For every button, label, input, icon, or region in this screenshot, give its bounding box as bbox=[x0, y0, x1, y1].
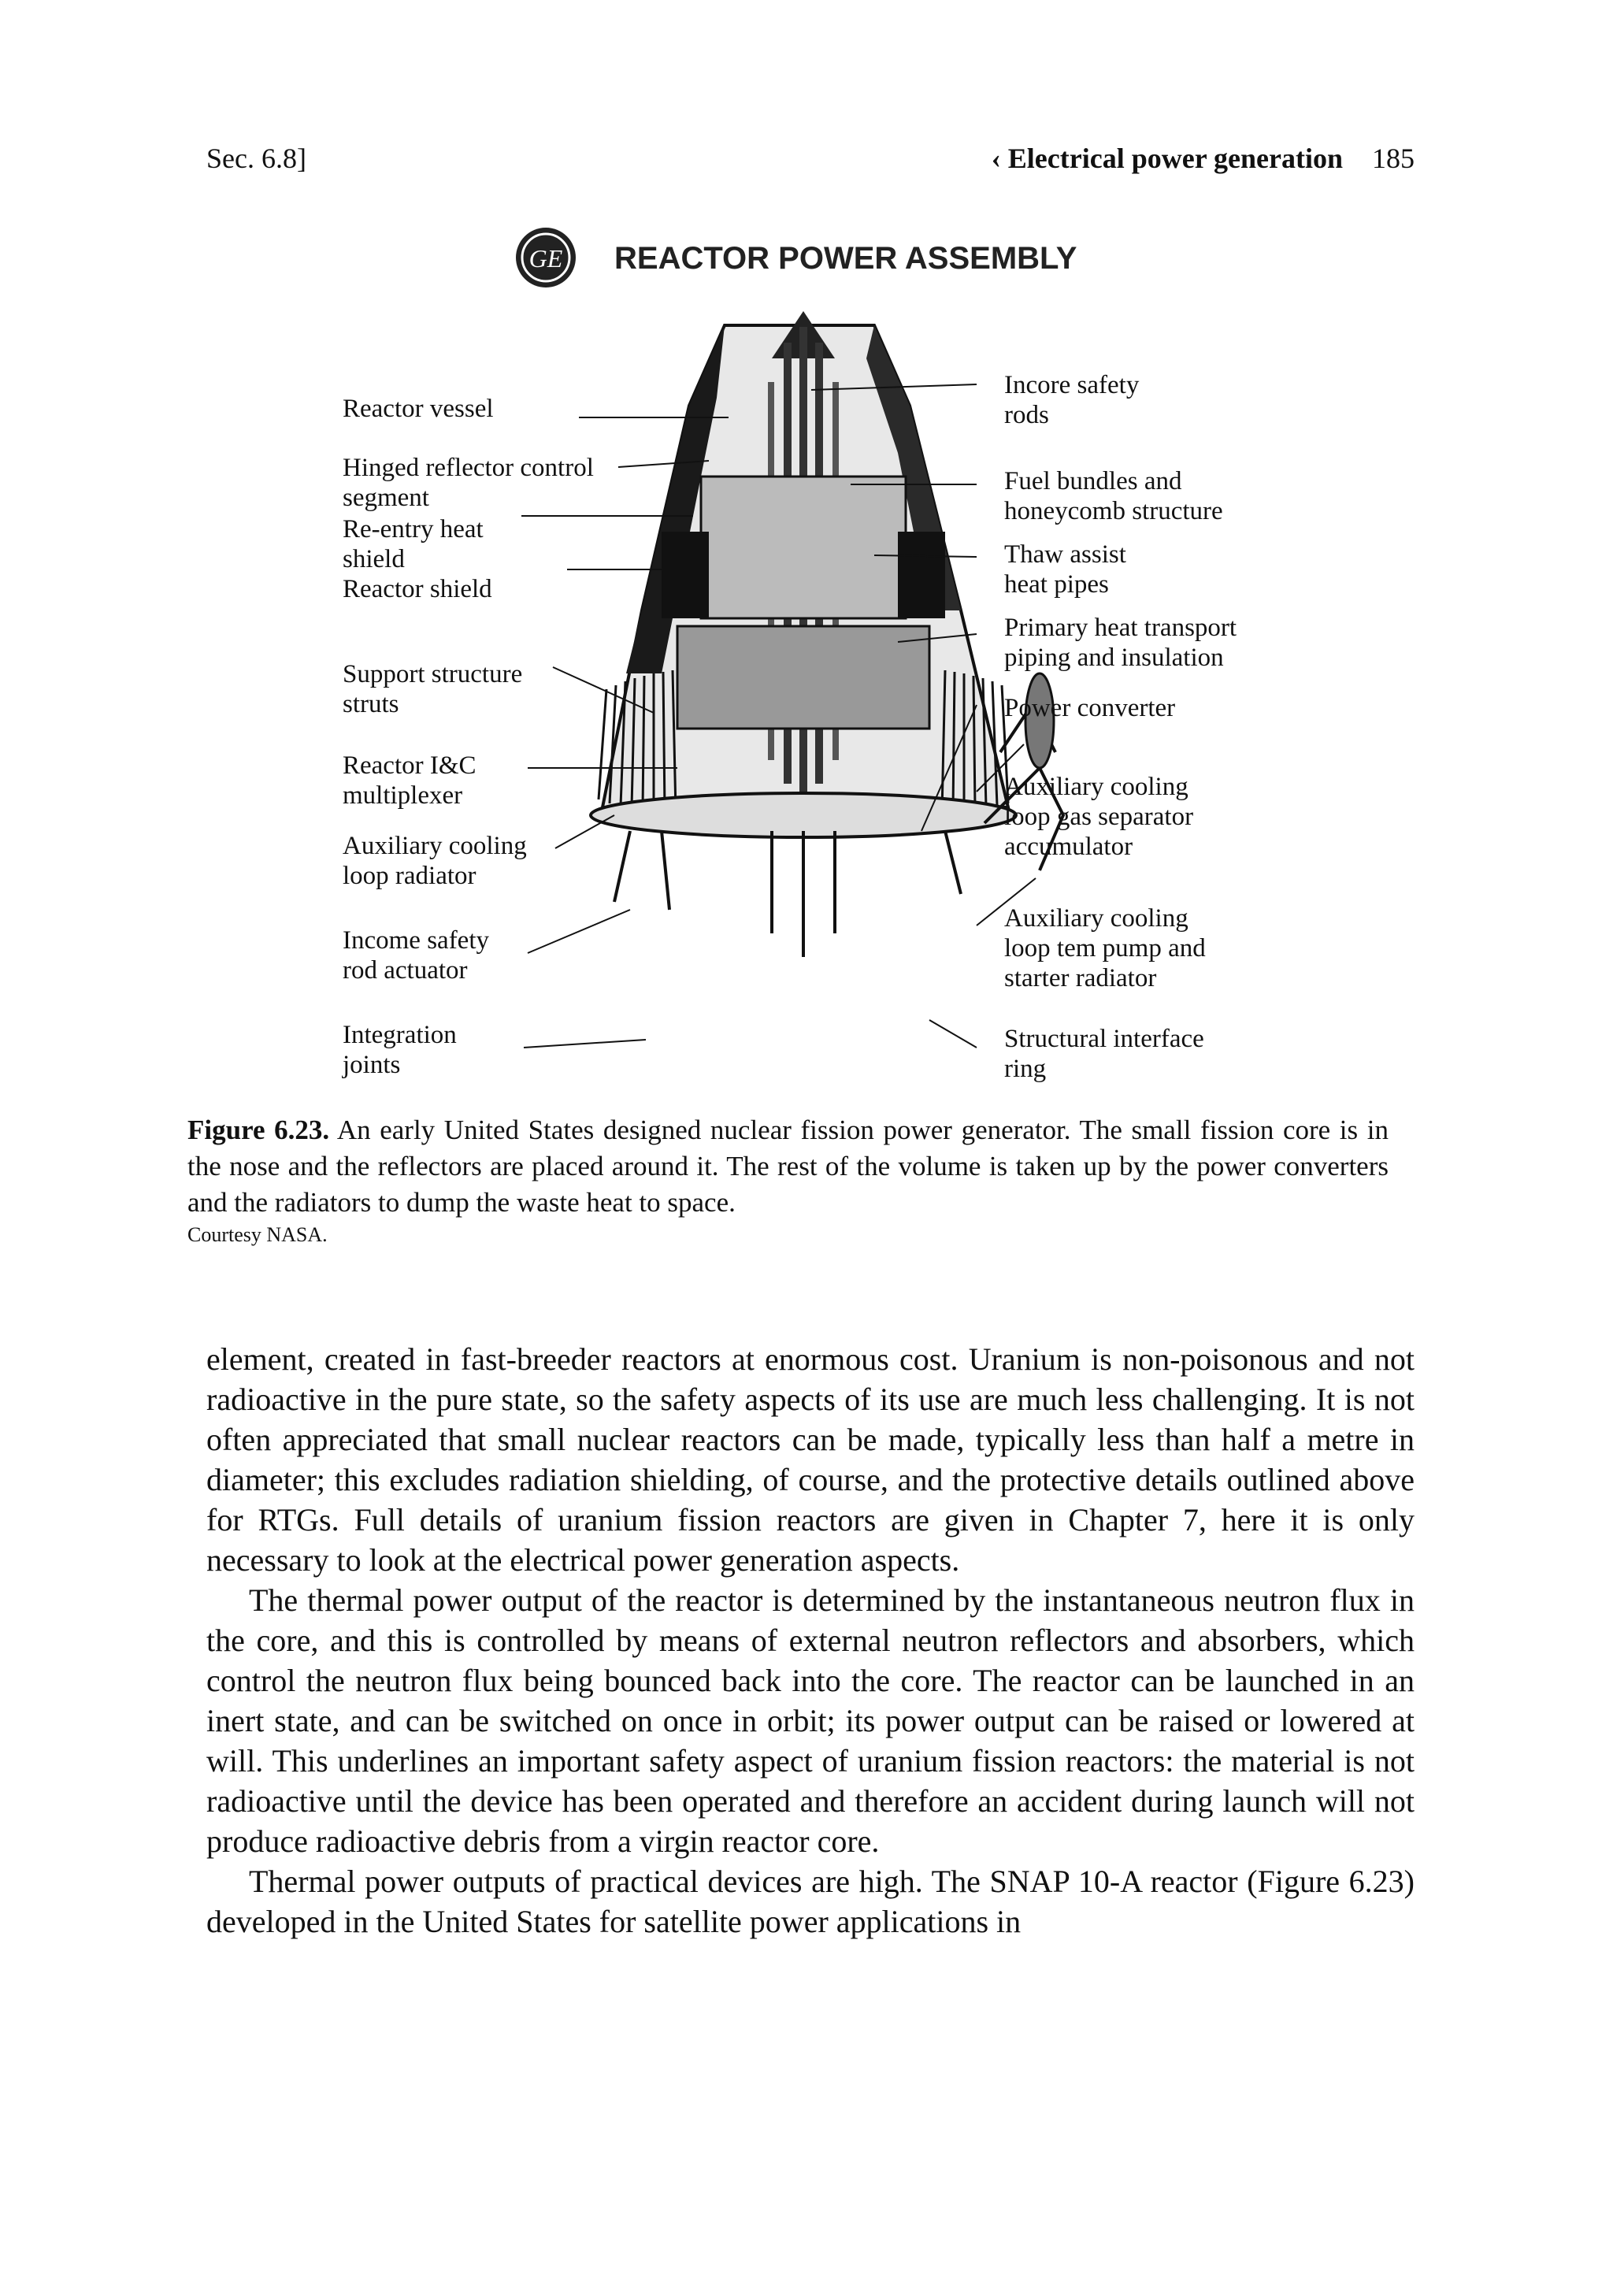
caption-credit: Courtesy NASA. bbox=[187, 1223, 328, 1246]
ge-logo bbox=[516, 228, 576, 287]
label-structural-interface-ring: Structural interface ring bbox=[1004, 1025, 1204, 1083]
label-aux-cooling-pump: Auxiliary cooling loop tem pump and starter radiator bbox=[1004, 904, 1206, 992]
label-incore-safety-rods: Incore safety rods bbox=[1004, 371, 1140, 429]
label-reactor-vessel: Reactor vessel bbox=[343, 395, 494, 423]
caption-label: Figure 6.23. bbox=[187, 1115, 330, 1145]
paragraph: element, created in fast-breeder reactors at enormous cost. Uranium is non-poisonous and not radioactive in the pure state, so the safety aspects of its use are much less challenging. It is not often appreciated that small nuclear reactors can be made, typically less than half a metre in diameter; this excludes radiation shielding, of course, and the protective details outlined above for RTGs. Full details of uranium fission reactors are given in Chapter 7, here it is only necessary to look at the electrical power generation aspects. bbox=[206, 1341, 1415, 1578]
label-support-structure: Support structure struts bbox=[343, 660, 523, 718]
label-reactor-ic-multiplexer: Reactor I&C multiplexer bbox=[343, 751, 476, 810]
reactor-cone bbox=[591, 311, 1063, 957]
page-number: 185 bbox=[1372, 143, 1415, 174]
label-hinged-reflector: Hinged reflector control segment bbox=[343, 454, 594, 512]
label-fuel-bundles: Fuel bundles and honeycomb structure bbox=[1004, 467, 1223, 525]
label-income-safety-rod: Income safety rod actuator bbox=[343, 926, 489, 985]
label-aux-cooling-accumulator: Auxiliary cooling loop gas separator accumulator bbox=[1004, 773, 1194, 861]
label-reentry-heat-shield: Re-entry heat shield bbox=[343, 515, 484, 573]
label-aux-cooling-radiator: Auxiliary cooling loop radiator bbox=[343, 832, 527, 890]
running-head-mark: ‹ bbox=[991, 143, 1001, 174]
body-text bbox=[206, 1339, 1415, 1942]
reactor-figure bbox=[331, 201, 1292, 1083]
figure-caption bbox=[187, 1112, 1389, 1221]
figure-title: REACTOR POWER ASSEMBLY bbox=[614, 241, 1077, 276]
label-primary-heat-transport: Primary heat transport piping and insulation bbox=[1004, 614, 1237, 672]
label-reactor-shield: Reactor shield bbox=[343, 575, 492, 603]
caption-text: An early United States designed nuclear fission power generator. The small fission core is in the nose and the reflectors are placed around it. The rest of the volume is taken up by the power converters and the radiators to dump the waste heat to space. bbox=[187, 1115, 1389, 1218]
ge-logo-text: GE bbox=[528, 244, 563, 273]
label-power-converter: Power converter bbox=[1004, 694, 1176, 722]
label-thaw-assist: Thaw assist heat pipes bbox=[1004, 540, 1126, 599]
label-integration-joints: Integration joints bbox=[343, 1021, 457, 1079]
paragraph: The thermal power output of the reactor is determined by the instantaneous neutron flux in the core, and this is controlled by means of external neutron reflectors and absorbers, which control the neutron flux being bounced back into the core. The reactor can be launched in an inert state, and can be switched on once in orbit; its power output can be raised or lowered at will. This underlines an important safety aspect of uranium fission reactors: the material is not radioactive until the device has been operated and therefore an accident during launch will not produce radioactive debris from a virgin reactor core. bbox=[206, 1582, 1415, 1859]
paragraph: Thermal power outputs of practical devices are high. The SNAP 10-A reactor (Figure 6.23) developed in the United States for satellite power applications in bbox=[206, 1864, 1415, 1939]
running-head bbox=[206, 142, 1415, 181]
running-title bbox=[992, 142, 1415, 175]
section-reference: Sec. 6.8] bbox=[206, 143, 306, 174]
chapter-title: Electrical power generation bbox=[1007, 143, 1343, 174]
